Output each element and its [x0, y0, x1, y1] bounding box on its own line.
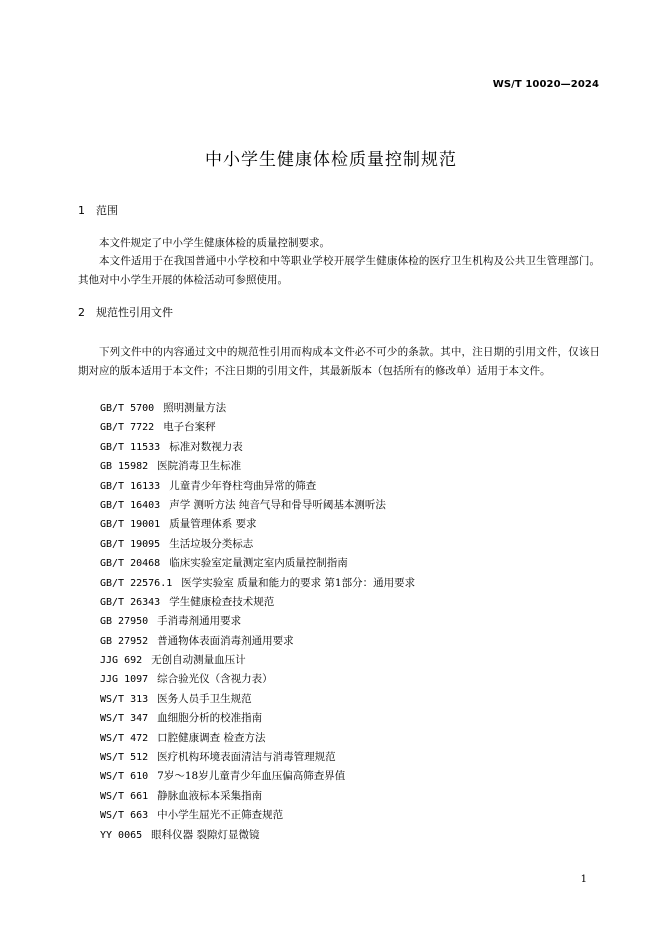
reference-code: YY 0065: [100, 829, 143, 841]
reference-item: [100, 767, 415, 786]
reference-code: WS/T 663: [100, 810, 149, 822]
reference-title: 中小学生屈光不正筛查规范: [157, 809, 284, 822]
reference-title: 静脉血液标本采集指南: [157, 789, 263, 802]
reference-title: 医疗机构环境表面清洁与消毒管理规范: [157, 751, 336, 764]
reference-title: 照明测量方法: [163, 402, 227, 414]
reference-title: 医务人员手卫生规范: [157, 692, 252, 705]
reference-code: GB 27950: [100, 616, 149, 628]
reference-item: [100, 477, 415, 496]
reference-item: [100, 709, 415, 728]
reference-item: [100, 593, 415, 612]
reference-code: GB/T 16133: [100, 480, 161, 492]
reference-title: 学生健康检查技术规范: [169, 595, 275, 608]
reference-item: [100, 418, 415, 437]
reference-code: GB/T 19001: [100, 519, 161, 531]
reference-code: JJG 1097: [100, 674, 149, 686]
reference-code: WS/T 313: [100, 693, 149, 705]
reference-item: [100, 670, 415, 689]
reference-item: [100, 787, 415, 806]
reference-list: [100, 399, 415, 845]
reference-title: 手消毒剂通用要求: [157, 615, 242, 628]
section-2-heading: [78, 304, 173, 320]
reference-title: 儿童青少年脊柱弯曲异常的筛查: [169, 479, 317, 492]
reference-item: [100, 806, 415, 825]
reference-title: 标准对数视力表: [169, 440, 243, 453]
reference-title: 生活垃圾分类标志: [169, 537, 254, 550]
reference-item: [100, 496, 415, 515]
reference-code: GB 15982: [100, 461, 149, 473]
section-2-title: 规范性引用文件: [96, 306, 173, 319]
reference-item: [100, 399, 415, 418]
reference-code: GB/T 22576.1: [100, 577, 173, 589]
reference-item: [100, 438, 415, 457]
reference-title: 电子台案秤: [163, 421, 216, 434]
reference-item: [100, 632, 415, 651]
reference-item: [100, 651, 415, 670]
reference-item: [100, 535, 415, 554]
reference-item: [100, 457, 415, 476]
standard-code: WS/T 10020—2024: [492, 79, 599, 90]
reference-item: [100, 748, 415, 767]
section-1-number: 1: [78, 204, 85, 217]
reference-code: GB/T 26343: [100, 596, 161, 608]
reference-title: 无创自动测量血压计: [151, 654, 246, 667]
section-1-paragraph: 本文件适用于在我国普通中小学校和中等职业学校开展学生健康体检的医疗卫生机构及公共卫生管理部门。其他对中小学生开展的体检活动可参照使用。: [78, 255, 600, 286]
section-2-number: 2: [78, 306, 85, 319]
reference-item: [100, 515, 415, 534]
reference-code: WS/T 472: [100, 732, 149, 744]
reference-item: [100, 574, 415, 593]
reference-code: WS/T 661: [100, 790, 149, 802]
section-1-heading: [78, 202, 118, 218]
reference-item: [100, 826, 415, 845]
reference-title: 质量管理体系 要求: [169, 518, 257, 531]
reference-title: 普通物体表面消毒剂通用要求: [157, 634, 294, 647]
reference-code: GB/T 7722: [100, 422, 155, 434]
reference-title: 7岁～18岁儿童青少年血压偏高筛查界值: [157, 770, 346, 783]
reference-code: GB/T 19095: [100, 538, 161, 550]
reference-code: WS/T 512: [100, 752, 149, 764]
page-number: 1: [580, 874, 587, 885]
reference-title: 声学 测听方法 纯音气导和骨导听阈基本测听法: [169, 498, 386, 511]
reference-code: GB/T 20468: [100, 558, 161, 570]
section-2-intro: 下列文件中的内容通过文中的规范性引用而构成本文件必不可少的条款。其中，注日期的引用文件，仅该日期对应的版本适用于本文件；不注日期的引用文件，其最新版本（包括所有的修改单）适用于本文件。: [78, 346, 600, 377]
reference-code: WS/T 347: [100, 713, 149, 725]
reference-item: [100, 554, 415, 573]
reference-item: [100, 690, 415, 709]
section-1-paragraph: 本文件规定了中小学生健康体检的质量控制要求。: [99, 237, 330, 249]
reference-title: 临床实验室定量测定室内质量控制指南: [169, 557, 348, 570]
reference-code: GB/T 16403: [100, 499, 161, 511]
reference-code: WS/T 610: [100, 771, 149, 783]
reference-title: 综合验光仪（含视力表）: [157, 673, 273, 686]
reference-item: [100, 729, 415, 748]
reference-code: GB 27952: [100, 635, 149, 647]
section-1-title: 范围: [96, 204, 118, 217]
reference-title: 眼科仪器 裂隙灯显微镜: [151, 828, 260, 841]
reference-title: 血细胞分析的校准指南: [157, 712, 263, 725]
reference-code: GB/T 5700: [100, 403, 155, 414]
reference-code: JJG 692: [100, 655, 143, 667]
reference-item: [100, 612, 415, 631]
reference-code: GB/T 11533: [100, 441, 161, 453]
reference-title: 口腔健康调查 检查方法: [157, 731, 266, 744]
reference-title: 医院消毒卫生标准: [157, 460, 242, 473]
document-title: 中小学生健康体检质量控制规范: [205, 150, 457, 170]
reference-title: 医学实验室 质量和能力的要求 第1部分：通用要求: [181, 576, 416, 589]
